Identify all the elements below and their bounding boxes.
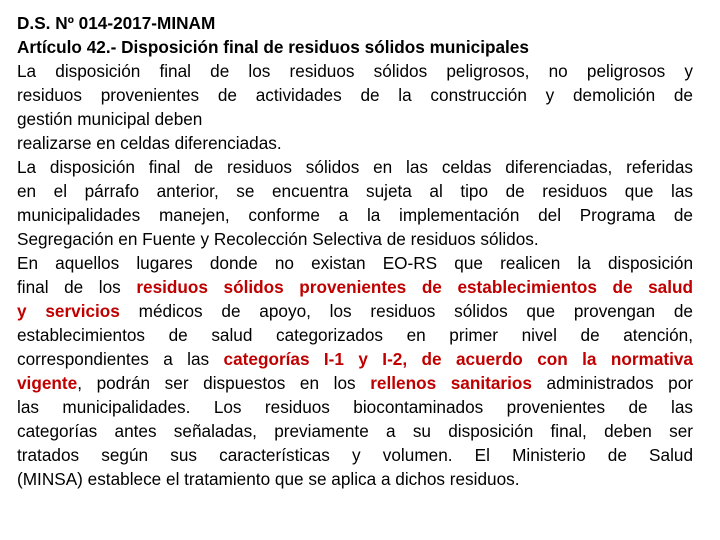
highlighted-text: categorías I-1 y I-2, de acuerdo con la normativa [223,349,693,369]
highlighted-text: vigente [17,373,78,393]
paragraph-3 [17,251,693,491]
paragraph-1-line: realizarse en celdas diferenciadas. [17,133,282,153]
plain-text: administrados por [531,373,693,393]
plain-text: final de los [17,277,137,297]
paragraph-3-line: En aquellos lugares donde no existan EO-RS que realicen la disposición [17,253,693,273]
paragraph-3-line: categorías antes señaladas, previamente a su disposición final, deben ser [17,421,693,441]
paragraph-2-line: en el párrafo anterior, se encuentra sujeta al tipo de residuos que las [17,181,693,201]
paragraph-3-line: las municipalidades. Los residuos biocontaminados provenientes de las [17,397,693,417]
paragraph-3-line: tratados según sus características y volumen. El Ministerio de Salud [17,445,693,465]
highlighted-text: y servicios [17,301,120,321]
paragraph-1-line: residuos provenientes de actividades de la construcción y demolición de [17,85,693,105]
highlighted-text: rellenos sanitarios [370,373,532,393]
paragraph-3-line [17,299,693,323]
paragraph-1 [17,59,693,155]
decree-heading: D.S. Nº 014-2017-MINAM [17,13,216,33]
paragraph-3-line [17,347,693,371]
plain-text: médicos de apoyo, los residuos sólidos que provengan de [119,301,693,321]
paragraph-2 [17,155,693,251]
paragraph-2-line: municipalidades manejen, conforme a la implementación del Programa de [17,205,693,225]
document-body [17,11,693,491]
plain-text: correspondientes a las [17,349,224,369]
article-title: Artículo 42.- Disposición final de residuos sólidos municipales [17,37,529,57]
paragraph-3-line [17,371,693,395]
paragraph-3-line: establecimientos de salud categorizados en primer nivel de atención, [17,325,693,345]
plain-text: , podrán ser dispuestos en los [77,373,371,393]
paragraph-1-line: gestión municipal deben [17,109,203,129]
paragraph-3-line: (MINSA) establece el tratamiento que se aplica a dichos residuos. [17,469,520,489]
highlighted-text: residuos sólidos provenientes de establecimientos de salud [136,277,693,297]
paragraph-2-line: La disposición final de residuos sólidos en las celdas diferenciadas, referidas [17,157,693,177]
paragraph-2-line: Segregación en Fuente y Recolección Selectiva de residuos sólidos. [17,229,539,249]
paragraph-1-line: La disposición final de los residuos sólidos peligrosos, no peligrosos y [17,61,693,81]
paragraph-3-line [17,275,693,299]
